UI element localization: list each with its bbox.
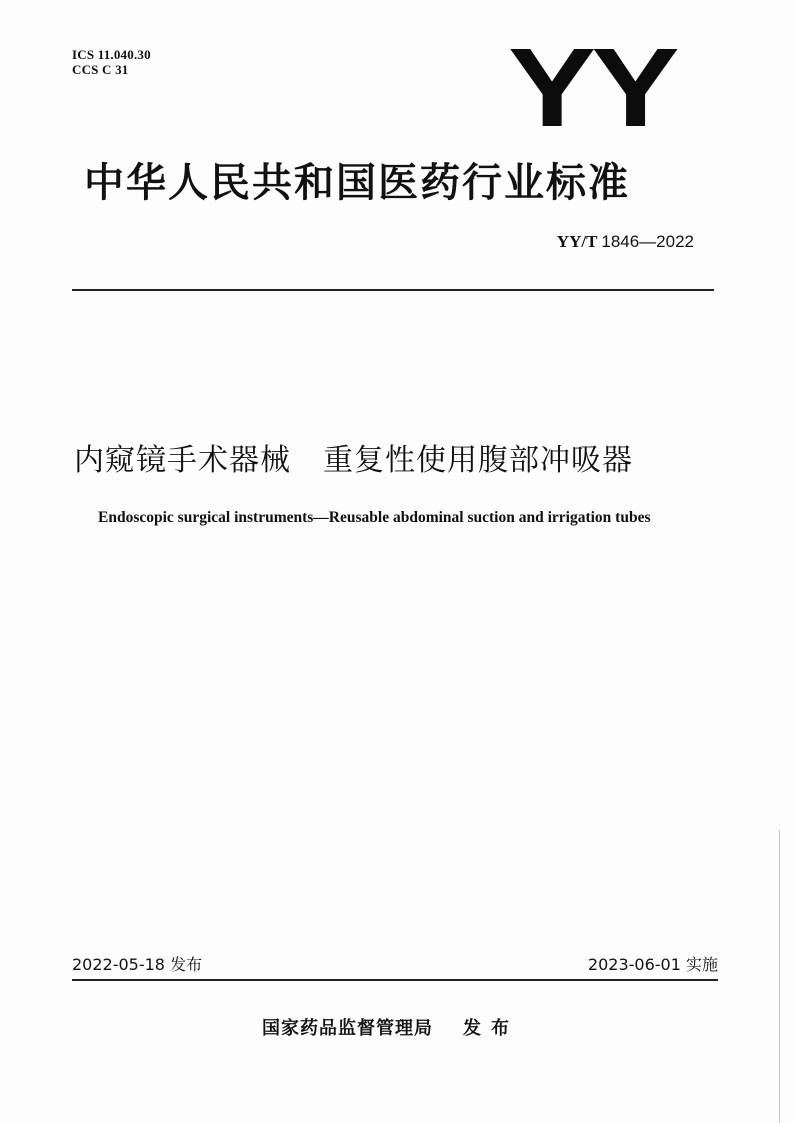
chinese-title-part1: 内窥镜手术器械 bbox=[74, 443, 291, 478]
standard-number bbox=[557, 232, 694, 252]
ccs-code: CCS C 31 bbox=[72, 62, 129, 77]
chinese-title bbox=[74, 441, 734, 481]
chinese-title-part2: 重复性使用腹部冲吸器 bbox=[323, 443, 633, 478]
issue-date: 2022-05-18 发布 bbox=[72, 955, 203, 974]
standard-number-value: 1846—2022 bbox=[601, 232, 694, 251]
ics-code: ICS 11.040.30 bbox=[72, 47, 151, 62]
implementation-date: 2023-06-01 实施 bbox=[587, 955, 718, 974]
publisher-line bbox=[262, 1018, 519, 1040]
publisher-name: 国家药品监督管理局 bbox=[262, 1018, 433, 1039]
scan-edge-line bbox=[779, 830, 780, 1123]
english-title: Endoscopic surgical instruments—Reusable abdominal suction and irrigation tubes bbox=[98, 509, 651, 526]
header-divider bbox=[72, 289, 714, 291]
publish-word: 发布 bbox=[463, 1018, 519, 1039]
footer-divider bbox=[72, 979, 718, 981]
yy-standard-logo: YY bbox=[508, 25, 675, 150]
standard-prefix: YY/T bbox=[556, 232, 598, 251]
industry-standard-title: 中华人民共和国医药行业标准 bbox=[84, 160, 630, 206]
